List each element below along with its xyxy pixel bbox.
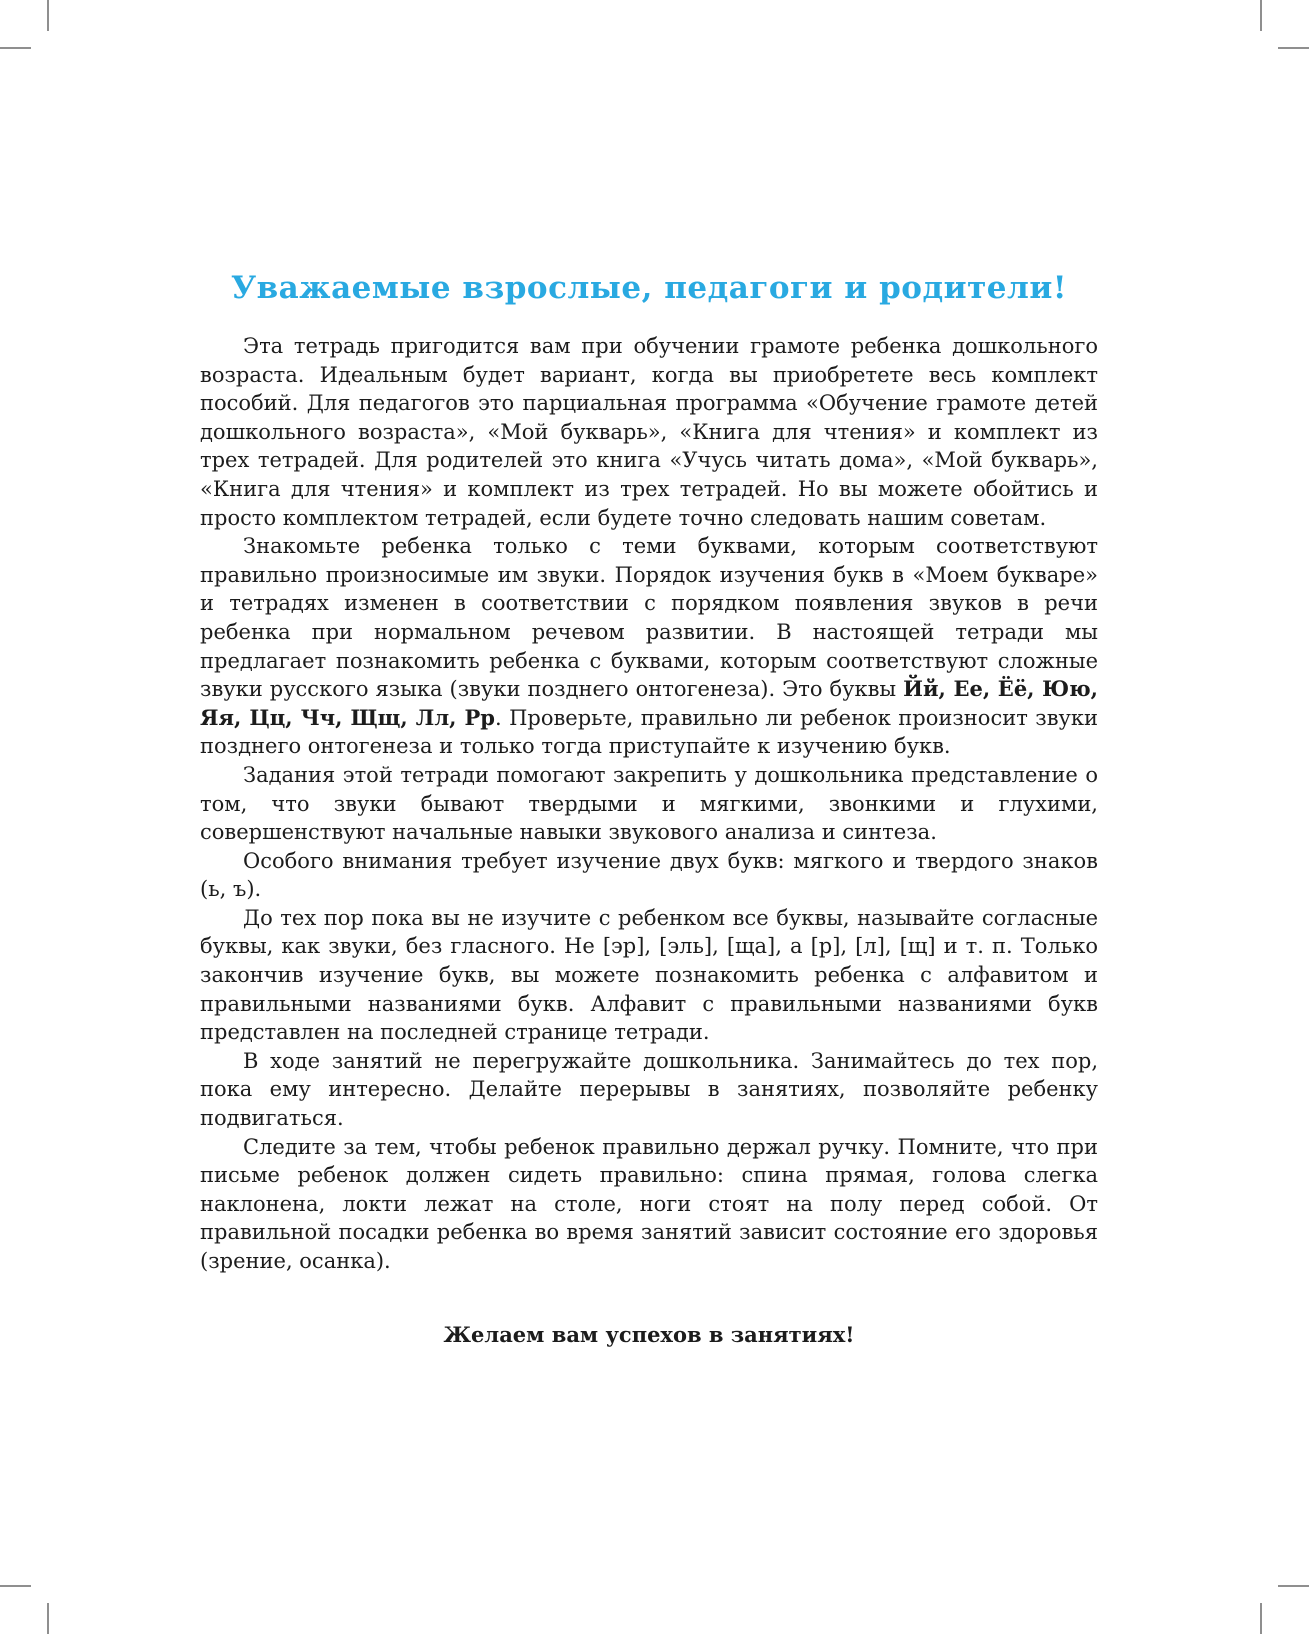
crop-mark-bottom-left-horizontal	[0, 1585, 31, 1587]
crop-mark-top-left-horizontal	[0, 47, 31, 49]
bold-letter-list: Йй, Ее, Ёё, Юю, Яя, Цц, Чч, Щщ, Лл, Рр	[200, 676, 1098, 730]
paragraph-text: Следите за тем, чтобы ребенок правильно держал ручку. Помните, что при письме ребенок должен сидеть правильно: спина прямая, голова слегка наклонена, локти лежат на столе, ноги стоят на полу перед собой. От правильной посадки ребенка во время занятий зависит состояние его здоровья (зрение, осанка).	[200, 1134, 1098, 1273]
paragraph-text: В ходе занятий не перегружайте дошкольника. Занимайтесь до тех пор, пока ему интересно. Делайте перерывы в занятиях, позволяйте ребенку подвигаться.	[200, 1048, 1098, 1131]
paragraph	[200, 904, 1098, 1047]
crop-mark-bottom-left-vertical	[47, 1603, 49, 1634]
crop-mark-top-right-horizontal	[1278, 47, 1309, 49]
paragraph-text: Эта тетрадь пригодится вам при обучении грамоте ребенка дошкольного возраста. Идеальным будет вариант, когда вы приобретете весь комплект пособий. Для педагогов это парциальная программа «Обучение грамоте детей дошкольного возраста», «Мой букварь», «Книга для чтения» и комплект из трех тетрадей. Для родителей это книга «Учусь читать дома», «Мой букварь», «Книга для чтения» и комплект из трех тетрадей. Но вы можете обойтись и просто комплектом тетрадей, если будете точно следовать нашим советам.	[200, 334, 1098, 530]
paragraph	[200, 1047, 1098, 1133]
crop-mark-top-right-vertical	[1260, 0, 1262, 31]
paragraph-text: Знакомьте ребенка только с теми буквами, которым соответствуют правильно произносимые им звуки. Порядок изучения букв в «Моем букваре» и тетрадях изменен в соответствии с порядком появления звуков в речи ребенка при нормальном речевом развитии. В настоящей тетради мы предлагает познакомить ребенка с буквами, которым соответствуют сложные звуки русского языка (звуки позднего онтогенеза). Это буквы	[200, 534, 1098, 702]
body-paragraphs	[200, 332, 1098, 1276]
crop-mark-top-left-vertical	[47, 0, 49, 31]
paragraph	[200, 332, 1098, 532]
page-content	[200, 270, 1098, 1347]
paragraph	[200, 1133, 1098, 1276]
crop-mark-bottom-right-horizontal	[1278, 1585, 1309, 1587]
paragraph-text: . Проверьте, правильно ли ребенок произносит звуки позднего онтогенеза и только тогда приступайте к изучению букв.	[200, 705, 1098, 759]
crop-mark-bottom-right-vertical	[1260, 1603, 1262, 1634]
paragraph	[200, 532, 1098, 761]
paragraph-text: До тех пор пока вы не изучите с ребенком все буквы, называйте согласные буквы, как звуки, без гласного. Не [эр], [эль], [ща], а [р], [л], [щ] и т. п. Только закончив изучение букв, вы можете познакомить ребенка с алфавитом и правильными названиями букв. Алфавит с правильными названиями букв представлен на последней странице тетради.	[200, 905, 1098, 1045]
page-title: Уважаемые взрослые, педагоги и родители!	[230, 270, 1067, 306]
paragraph-text: Задания этой тетради помогают закрепить у дошкольника представление о том, что звуки бывают твердыми и мягкими, звонкими и глухими, совершенствуют начальные навыки звукового анализа и синтеза.	[200, 762, 1098, 845]
paragraph-text: Особого внимания требует изучение двух букв: мягкого и твердого знаков (ь, ъ).	[200, 848, 1098, 902]
paragraph	[200, 761, 1098, 847]
paragraph	[200, 847, 1098, 904]
closing-line: Желаем вам успехов в занятиях!	[443, 1321, 855, 1347]
